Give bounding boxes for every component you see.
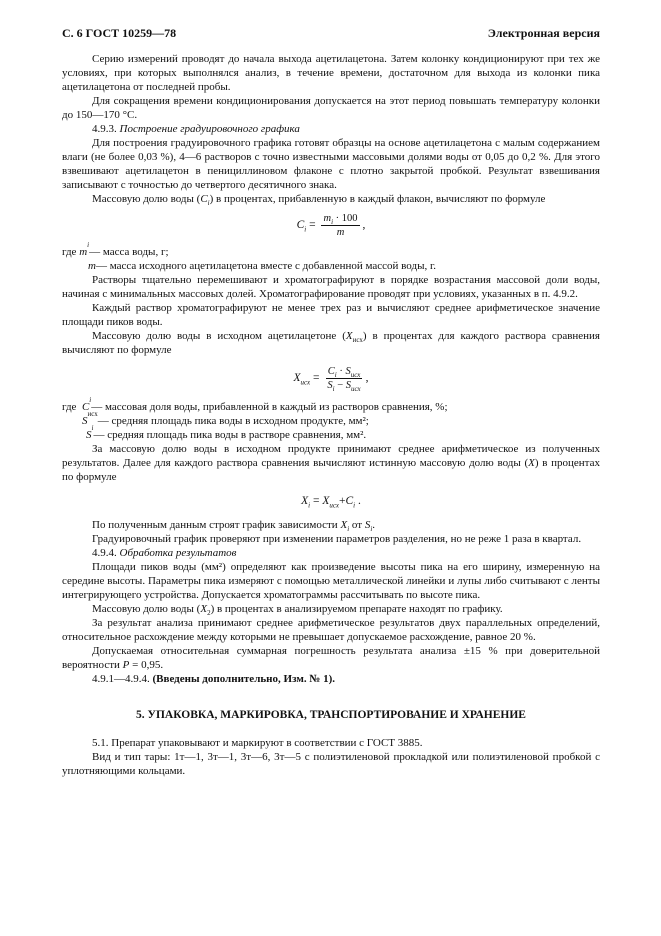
paragraph: За результат анализа принимают среднее арифметическое результатов двух параллельных определений, относительное расхождение между которыми не превышает допускаемое расхождение, равное 20 %. (62, 617, 600, 643)
section-5-heading: 5. УПАКОВКА, МАРКИРОВКА, ТРАНСПОРТИРОВАНИЕ И ХРАНЕНИЕ (136, 709, 526, 721)
document-body (62, 52, 600, 778)
paragraph: Для построения градуировочного графика готовят образцы на основе ацетилацетона с малым содержанием влаги (не более 0,03 %), 4—6 растворов с точно известными массовыми долями воды от 0,05 до 0,2 %. Для этого взвешивают ацетилацетон в пенициллиновом флаконе с плотно закрытой пробкой. Результат взвешивания записывают с точностью до четвертого десятичного знака. (62, 137, 600, 191)
document-page (62, 26, 600, 778)
paragraph: Для сокращения времени кондиционирования допускается на этот период повышать температуру колонки до 150—170 °С. (62, 95, 600, 121)
formula-xi: $X_i = X_{исх}+C_i$ . (301, 495, 361, 510)
paragraph: Вид и тип тары: 1т—1, 3т—1, 3т—6, 3т—5 с полиэтиленовой прокладкой или полиэтиленовой пробкой с уплотняющими кольцами. (62, 751, 600, 777)
header-left: С. 6 ГОСТ 10259—78 (62, 26, 177, 40)
paragraph: 5.1. Препарат упаковывают и маркируют в соответствии с ГОСТ 3885. (92, 737, 423, 749)
paragraph: Допускаемая относительная суммарная погрешность результата анализа ±15 % при доверительной вероятности P = 0,95. (62, 645, 600, 671)
paragraph: Каждый раствор хроматографируют не менее трех раз и вычисляют среднее арифметическое значение площади пиков воды. (62, 302, 600, 328)
header-right: Электронная версия (487, 26, 600, 40)
section-heading-493: 4.9.3. Построение градуировочного графика (92, 123, 300, 135)
amendment-note: 4.9.1—4.9.4. (Введены дополнительно, Изм. № 1). (92, 673, 336, 685)
formula-ci: $C_i$ = $\frac{m_i \cdot 100}{m}$ , (296, 213, 366, 238)
formula-legend-1: где m i — масса воды, г; m — масса исходного ацетилацетона вместе с добавленной массой воды, г. (62, 241, 436, 272)
section-heading-494: 4.9.4. Обработка результатов (92, 547, 237, 559)
formula-xish: $X_{исх}$ = $\frac{C_i \cdot S_{исх}}{S_i - S_{исх}}$ , (293, 366, 369, 394)
paragraph: Серию измерений проводят до начала выхода ацетилацетона. Затем колонку кондиционируют при тех же условиях, при которых выполнялся анализ, в течение времени, достаточном для выхода из колонки пика ацетилацетона от последней пробы. (62, 53, 600, 93)
paragraph: За массовую долю воды в исходном продукте принимают среднее арифметическое из полученных результатов. Далее для каждого раствора сравнения вычисляют истинную массовую долю воды (X) в процентах по формуле (62, 443, 600, 483)
paragraph: Массовую долю воды $(C_i)$ в процентах, прибавленную в каждый флакон, вычисляют по формуле (92, 193, 546, 208)
page-header (62, 26, 600, 40)
paragraph: Площади пиков воды (мм²) определяют как произведение высоты пика на его ширину, измеренную на середине высоты. Параметры пика измеряют с помощью металлической линейки и лупы либо считывают с ленты интегрирующего устройства. Допускается хроматограммы рассчитывать по высоте пика. (62, 561, 600, 601)
paragraph: Растворы тщательно перемешивают и хроматографируют в порядке возрастания массовой доли воды, начиная с минимальных массовых долей. Хроматографирование проводят при условиях, указанных в п. 4.9.2. (62, 274, 600, 300)
paragraph: Массовую долю воды в исходном ацетилацетоне $(X_{исх})$ в процентах для каждого раствора сравнения вычисляют по формуле (62, 330, 600, 356)
formula-legend-2: где C i — массовая доля воды, прибавленной в каждый из растворов сравнения, %; S исх — средняя площадь пика воды в исходном продукте, мм²; S i — средняя площадь пика воды в растворе сравнения, мм². (62, 396, 448, 441)
paragraph: Градуировочный график проверяют при изменении параметров разделения, но не реже 1 раза в квартал. (92, 533, 582, 545)
paragraph: Массовую долю воды $(X_2)$ в процентах в анализируемом препарате находят по графику. (92, 603, 503, 618)
paragraph: По полученным данным строят график зависимости $X_i$ от $S_i$. (92, 519, 376, 534)
